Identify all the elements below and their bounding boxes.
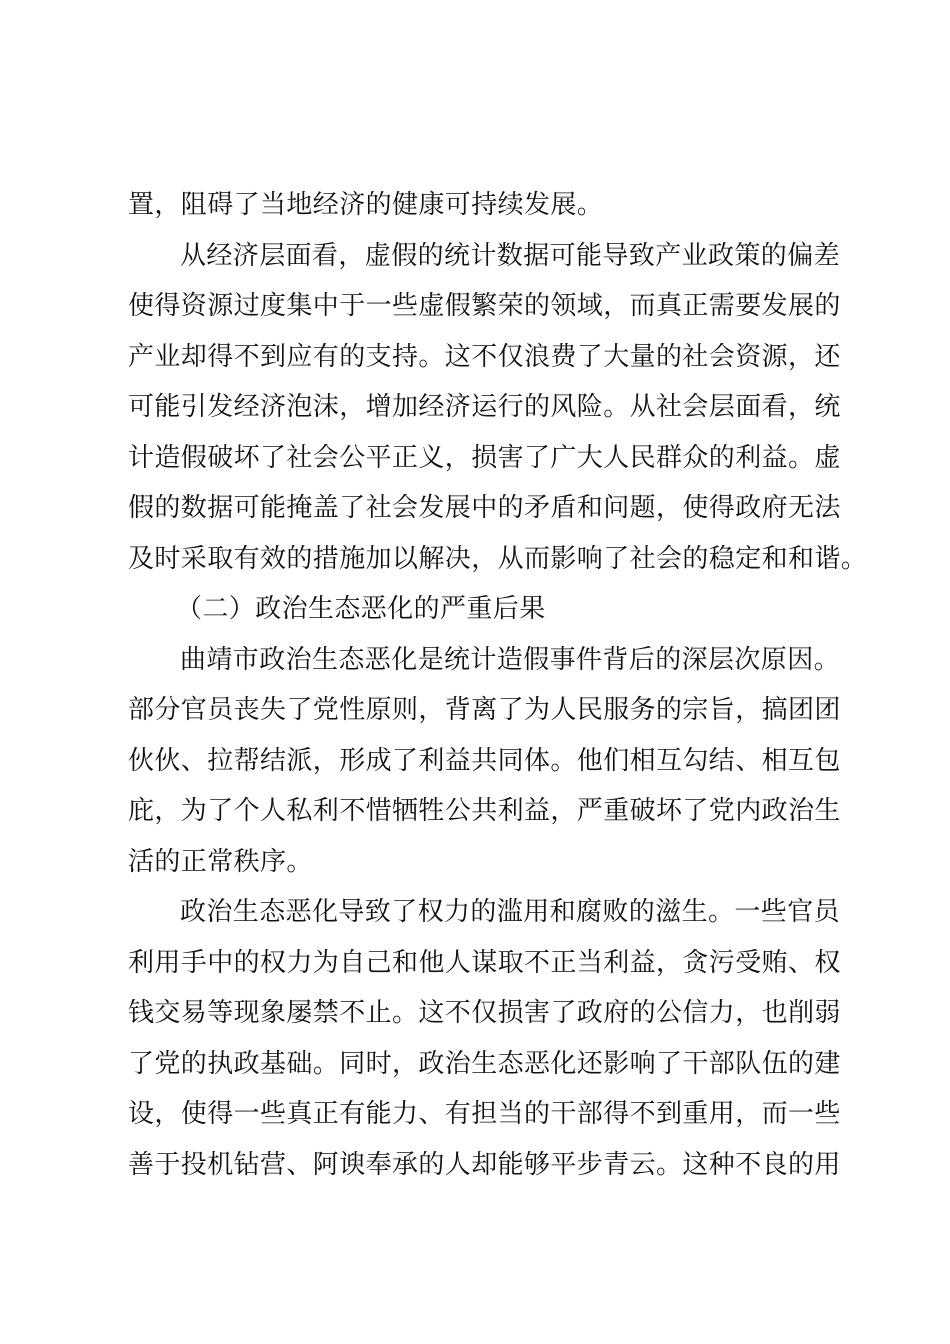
paragraph-start-line: 从经济层面看，虚假的统计数据可能导致产业政策的偏差 xyxy=(180,240,841,271)
body-text xyxy=(128,180,868,1190)
text-line: 庇，为了个人私利不惜牺牲公共利益，严重破坏了党内政治生 xyxy=(128,796,841,826)
text-line: 部分官员丧失了党性原则，背离了为人民服务的宗旨，搞团团 xyxy=(128,695,841,725)
paragraph-start-line: 政治生态恶化导致了权力的滥用和腐败的滋生。一些官员 xyxy=(180,897,841,927)
text-line: 置，阻碍了当地经济的健康可持续发展。 xyxy=(128,190,604,220)
text-line: 活的正常秩序。 xyxy=(128,846,313,877)
paragraph-start-line: 曲靖市政治生态恶化是统计造假事件背后的深层次原因。 xyxy=(180,644,841,675)
section-heading: （二）政治生态恶化的严重后果 xyxy=(176,594,546,624)
text-line: 设，使得一些真正有能力、有担当的干部得不到重用，而一些 xyxy=(128,1099,841,1129)
text-line: 产业却得不到应有的支持。这不仅浪费了大量的社会资源，还 xyxy=(128,341,841,372)
text-line: 可能引发经济泡沫，增加经济运行的风险。从社会层面看，统 xyxy=(128,392,841,422)
text-line: 假的数据可能掩盖了社会发展中的矛盾和问题，使得政府无法 xyxy=(128,493,841,523)
text-line: 善于投机钻营、阿谀奉承的人却能够平步青云。这种不良的用 xyxy=(128,1149,841,1180)
text-line: 利用手中的权力为自己和他人谋取不正当利益，贪污受贿、权 xyxy=(128,947,841,978)
text-line: 使得资源过度集中于一些虚假繁荣的领域，而真正需要发展的 xyxy=(128,291,841,321)
text-line: 伙伙、拉帮结派，形成了利益共同体。他们相互勾结、相互包 xyxy=(128,745,841,776)
text-line: 了党的执政基础。同时，政治生态恶化还影响了干部队伍的建 xyxy=(128,1048,841,1079)
text-line: 钱交易等现象屡禁不止。这不仅损害了政府的公信力，也削弱 xyxy=(128,998,841,1028)
text-line: 及时采取有效的措施加以解决，从而影响了社会的稳定和和谐。 xyxy=(128,543,868,574)
text-line: 计造假破坏了社会公平正义，损害了广大人民群众的利益。虚 xyxy=(128,442,841,473)
